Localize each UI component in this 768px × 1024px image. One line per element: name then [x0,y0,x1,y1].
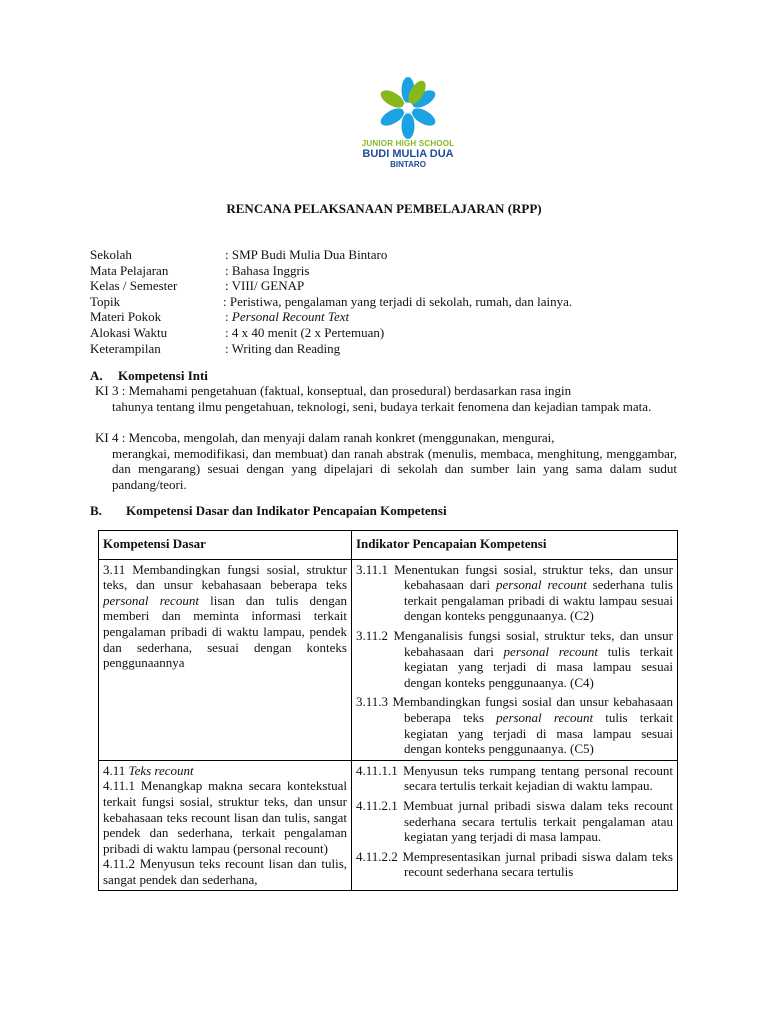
indicator-3-11-3 [356,694,673,756]
kd-text-italic: Teks recount [128,762,194,778]
indicator-3-11-2 [356,628,673,690]
indicator-text: tulis terkait kegiatan yang terjadi di masa lampau sesuai dengan konteks penggunaanya. (C5) [404,709,673,757]
info-label: Sekolah [90,247,132,262]
indicator-text: 3.11.2 Menganalisis fungsi sosial, struktur teks, dan unsur kebahasaan dari [356,627,673,659]
kd-3-11 [103,562,347,671]
info-value [225,309,349,325]
info-value: : Peristiwa, pengalaman yang terjadi di sekolah, rumah, dan lainya. [223,293,573,309]
section-a-title: Kompetensi Inti [118,368,208,383]
logo-text-line1: JUNIOR HIGH SCHOOL [361,139,455,148]
info-value-prefix: : [225,309,232,325]
section-b-title: Kompetensi Dasar dan Indikator Pencapaian Kompetensi [126,503,447,518]
logo-text-line3: BINTARO [390,160,426,169]
info-value: : Bahasa Inggris [225,262,310,278]
kd-text: lisan dan tulis dengan memberi dan meminta informasi terkait pengalaman pribadi di waktu lampau, pendek dan sederhana, sesuai dengan konteks penggunaannya [103,592,347,671]
info-label: Mata Pelajaran [90,262,169,278]
indicator-text-italic: personal recount [503,643,598,659]
kd-text: 4.11 [103,762,129,778]
indicator-text-italic: personal recount [496,709,594,725]
indicator-text: 3.11.3 Membandingkan fungsi sosial dan unsur kebahasaan beberapa teks [356,694,673,725]
table-cell-kd [99,559,352,760]
section-a-marker: A. [90,368,103,383]
section-b-heading [90,503,447,519]
section-b-marker: B. [90,503,102,518]
indicator-text: 3.11.1 Menentukan fungsi sosial, struktur teks, dan unsur kebahasaan dari [356,561,673,593]
kd-4-11-2: 4.11.2 Menyusun teks recount lisan dan tulis, sangat pendek dan sederhana, [103,856,347,887]
indicator-4-11-2-2: 4.11.2.2 Mempresentasikan jurnal pribadi siswa dalam teks recount sederhana secara tertulis [356,848,673,880]
competency-table [98,530,678,891]
ki4-head: KI 4 : Mencoba, mengolah, dan menyaji dalam ranah konkret (menggunakan, mengurai, [95,430,555,445]
table-cell-indicator [352,559,678,760]
flower-logo-icon [330,76,486,140]
info-label: Kelas / Semester [90,278,178,294]
table-cell-kd [99,760,352,891]
info-value: : SMP Budi Mulia Dua Bintaro [225,247,388,262]
table-row [99,559,678,760]
table-header-kd: Kompetensi Dasar [99,531,352,560]
ki3-head: KI 3 : Memahami pengetahuan (faktual, konseptual, dan prosedural) berdasarkan rasa ingin [95,383,572,398]
kd-text-italic: personal recount [103,592,199,608]
indicator-text: sederhana tulis terkait pengalaman pribadi di waktu lampau sesuai dengan konteks penggunaanya. (C2) [404,577,673,624]
info-value: : VIII/ GENAP [225,278,305,294]
info-label: Alokasi Waktu [90,324,168,340]
table-header-indicator: Indikator Pencapaian Kompetensi [352,531,678,560]
ki3-cont: tahunya tentang ilmu pengetahuan, teknologi, seni, budaya terkait fenomena dan kejadian tampak mata. [112,398,652,414]
ki4-paragraph [95,430,677,492]
info-value: : Writing dan Reading [225,340,341,356]
indicator-text: tulis terkait kegiatan yang terjadi di masa lampau sesuai dengan konteks penggunaanya. (C4) [404,643,673,690]
indicator-3-11-1 [356,562,673,624]
indicator-text-italic: personal recount [496,577,587,593]
table-header-row [99,531,678,560]
logo-text-line2: BUDI MULIA DUA [362,148,454,160]
kd-4-11-1: 4.11.1 Menangkap makna secara kontekstual terkait fungsi sosial, struktur teks, dan unsur kebahasaan teks recount lisan dan tulis, sangat pendek dan sederhana, terkait pengalaman pribadi di waktu lampau (personal recount) [103,778,347,856]
ki4-cont: merangkai, memodifikasi, dan membuat) dan ranah abstrak (menulis, membaca, menghitung, menggambar, dan mengarang) sesuai dengan yang dipelajari di sekolah dan sumber lain yang sama dalam sudut pandang/teori. [112,445,677,492]
school-logo [318,76,498,184]
document-title: RENCANA PELAKSANAAN PEMBELAJARAN (RPP) [226,201,542,216]
table-cell-indicator [352,760,678,891]
info-value-italic: Personal Recount Text [231,309,350,325]
ki3-paragraph [95,383,677,414]
table-row [99,760,678,891]
section-a-heading [90,368,208,384]
indicator-4-11-2-1: 4.11.2.1 Membuat jurnal pribadi siswa dalam teks recount sederhana secara tertulis terkait pengalaman atau kegiatan yang terjadi di masa lampau. [356,797,673,845]
info-label: Materi Pokok [90,309,162,325]
info-label: Topik [90,293,121,309]
info-label: Keterampilan [90,340,161,356]
kd-text: 3.11 Membandingkan fungsi sosial, struktur teks, dan unsur kebahasaan beberapa teks [103,561,347,593]
indicator-4-11-1-1: 4.11.1.1 Menyusun teks rumpang tentang personal recount secara tertulis terkait kejadian di waktu lampau. [356,762,673,794]
kd-4-11-head [103,763,347,779]
info-value: : 4 x 40 menit (2 x Pertemuan) [225,324,385,340]
